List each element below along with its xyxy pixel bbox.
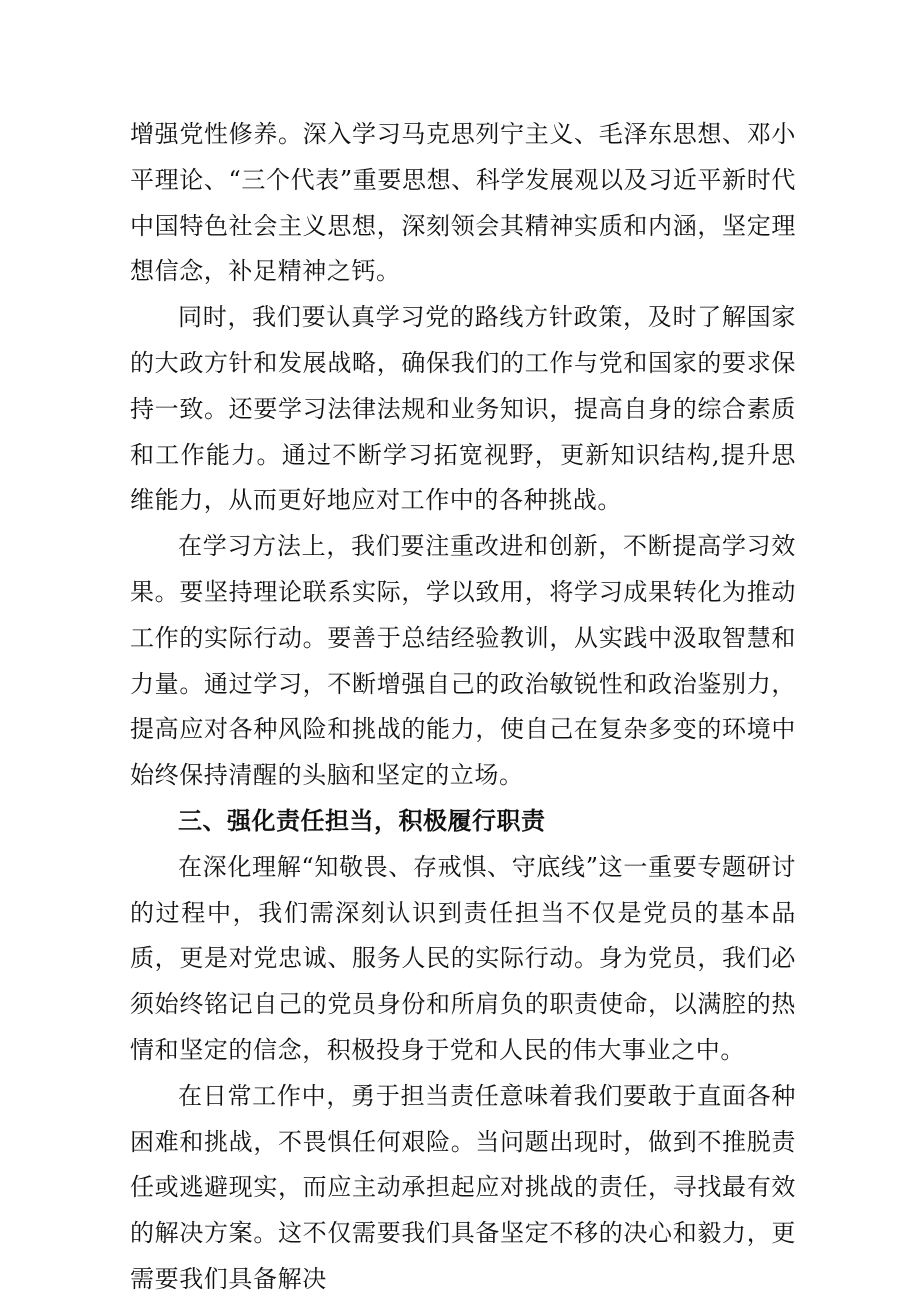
document-page <box>130 112 796 1303</box>
paragraph-study-methods: 在学习方法上，我们要注重改进和创新，不断提高学习效果。要坚持理论联系实际，学以致用，将学习成果转化为推动工作的实际行动。要善于总结经验教训，从实践中汲取智慧和力量。通过学习，不断增强自己的政治敏锐性和政治鉴别力，提高应对各种风险和挑战的能力，使自己在复杂多变的环境中始终保持清醒的头脑和坚定的立场。 <box>130 532 796 790</box>
paragraph-policy-study: 同时，我们要认真学习党的路线方针政策，及时了解国家的大政方针和发展战略，确保我们的工作与党和国家的要求保持一致。还要学习法律法规和业务知识，提高自身的综合素质和工作能力。通过不断学习拓宽视野，更新知识结构,提升思维能力，从而更好地应对工作中的各种挑战。 <box>130 303 796 515</box>
paragraph-responsibility-awareness: 在深化理解“知敬畏、存戒惧、守底线”这一重要专题研讨的过程中，我们需深刻认识到责任担当不仅是党员的基本品质，更是对党忠诚、服务人民的实际行动。身为党员，我们必须始终铭记自己的党员身份和所肩负的职责使命，以满腔的热情和坚定的信念，积极投身于党和人民的伟大事业之中。 <box>130 852 796 1064</box>
paragraph-daily-work-responsibility: 在日常工作中，勇于担当责任意味着我们要敢于直面各种困难和挑战，不畏惧任何艰险。当问题出现时，做到不推脱责任或逃避现实，而应主动承担起应对挑战的责任，寻找最有效的解决方案。这不仅需要我们具备坚定不移的决心和毅力，更需要我们具备解决 <box>130 1081 796 1293</box>
section-heading-responsibility: 三、强化责任担当，积极履行职责 <box>178 806 546 835</box>
paragraph-party-spirit-study: 增强党性修养。深入学习马克思列宁主义、毛泽东思想、邓小平理论、“三个代表”重要思想、科学发展观以及习近平新时代中国特色社会主义思想，深刻领会其精神实质和内涵，坚定理想信念，补足精神之钙。 <box>130 120 796 286</box>
